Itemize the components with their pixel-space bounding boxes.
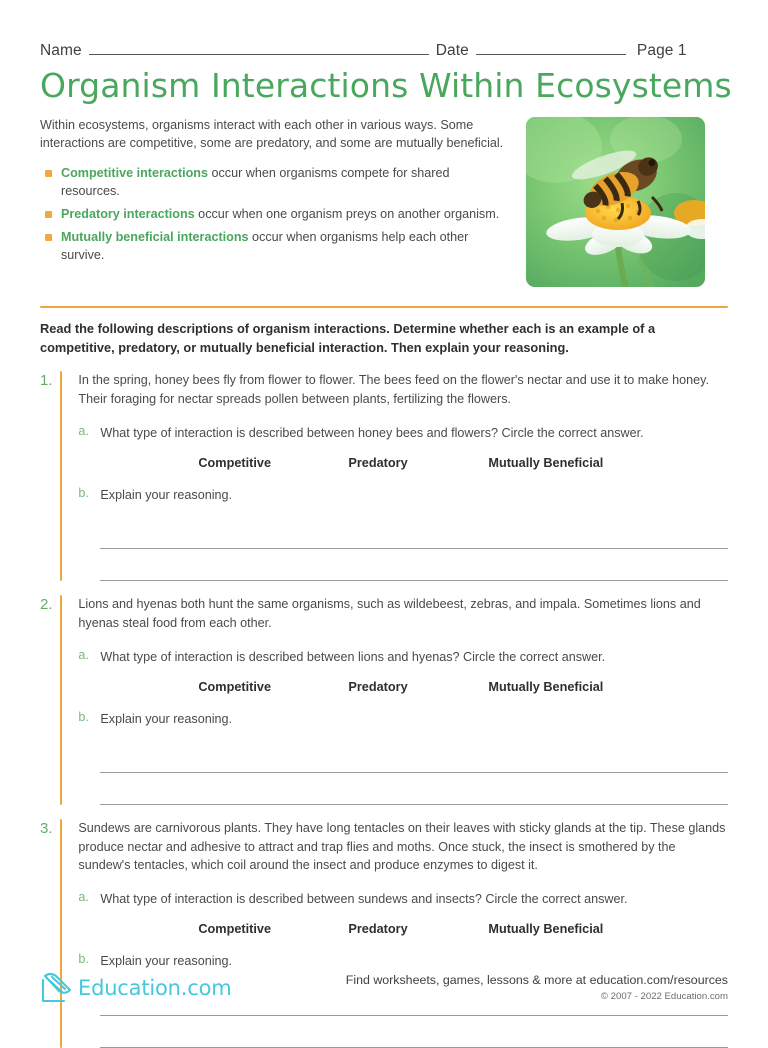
- sub-label-a: a.: [78, 890, 89, 905]
- sub-label-b: b.: [78, 952, 89, 967]
- name-label: Name: [40, 42, 82, 59]
- page-footer: [40, 970, 728, 1006]
- page-title: Organism Interactions Within Ecosystems: [40, 66, 732, 105]
- answer-options: [78, 680, 728, 694]
- answer-lines: [78, 517, 728, 581]
- explain-prompt: Explain your reasoning.: [100, 488, 233, 503]
- intro-paragraph: Within ecosystems, organisms interact with each other in various ways. Some interactions are competitive, some are predatory, and some are mutually beneficial.: [40, 117, 504, 150]
- term-competitive-desc: occur when organisms compete for shared resources.: [61, 166, 450, 199]
- answer-options: [78, 922, 728, 936]
- square-bullet-icon: [45, 234, 52, 241]
- term-competitive: Competitive interactions: [61, 166, 208, 181]
- answer-options: [78, 456, 728, 470]
- question-accent-bar: [60, 595, 62, 805]
- question-body: [78, 371, 728, 581]
- option-mutually-beneficial[interactable]: Mutually Beneficial: [488, 922, 604, 937]
- square-bullet-icon: [45, 170, 52, 177]
- sub-label-b: b.: [78, 486, 89, 501]
- open-book-icon: [40, 970, 74, 1006]
- definition-list: [40, 165, 510, 264]
- bee-photo-graphic: [526, 117, 705, 287]
- question-body: [78, 819, 728, 1047]
- explain-prompt: Explain your reasoning.: [100, 954, 233, 969]
- instructions-text: Read the following descriptions of organism interactions. Determine whether each is an example of a competitive, predatory, or mutually beneficial interaction. Then explain your reasoning.: [40, 321, 656, 355]
- term-predatory-desc: occur when one organism preys on another organism.: [194, 207, 500, 222]
- question-body: [78, 595, 728, 805]
- option-competitive[interactable]: Competitive: [198, 456, 272, 471]
- sub-label-a: a.: [78, 647, 89, 662]
- sub-prompt: What type of interaction is described between sundews and insects? Circle the correct answer.: [100, 892, 628, 907]
- logo-wordmark: Education.com: [78, 976, 232, 1000]
- term-mutual-desc: occur when organisms help each other survive.: [61, 230, 469, 262]
- page-number: Page 1: [636, 42, 687, 59]
- sub-question-b: [78, 710, 728, 728]
- name-date-row: [40, 0, 728, 60]
- answer-line[interactable]: [100, 741, 728, 773]
- explain-prompt: Explain your reasoning.: [100, 712, 233, 727]
- bee-on-flower-photo: [526, 117, 705, 287]
- answer-line[interactable]: [100, 517, 728, 549]
- option-competitive[interactable]: Competitive: [198, 922, 272, 937]
- sub-question-a: [78, 648, 728, 666]
- sub-label-a: a.: [78, 423, 89, 438]
- sub-prompt: What type of interaction is described between honey bees and flowers? Circle the correct answer.: [100, 425, 644, 440]
- section-divider: [40, 306, 728, 309]
- footer-tagline: Find worksheets, games, lessons & more at education.com/resources: [345, 973, 728, 987]
- list-item: [40, 165, 510, 201]
- list-item: [40, 229, 510, 265]
- option-predatory[interactable]: Predatory: [348, 680, 408, 695]
- option-predatory[interactable]: Predatory: [348, 456, 408, 471]
- name-input-line[interactable]: [89, 42, 429, 55]
- option-mutually-beneficial[interactable]: Mutually Beneficial: [488, 680, 604, 695]
- question-1: [40, 371, 728, 581]
- answer-lines: [78, 741, 728, 805]
- question-accent-bar: [60, 819, 62, 1047]
- footer-copyright: © 2007 - 2022 Education.com: [600, 991, 728, 1002]
- question-text: Lions and hyenas both hunt the same organisms, such as wildebeest, zebras, and impala. Sometimes lions and hyenas steal food from each other.: [78, 597, 701, 630]
- question-text: In the spring, honey bees fly from flower to flower. The bees feed on the flower's nectar and use it to make honey. Their foraging for nectar spreads pollen between plants, fertilizing the flowers.: [78, 373, 709, 406]
- answer-line[interactable]: [100, 773, 728, 805]
- sub-question-a: [78, 424, 728, 442]
- question-number: 3.: [40, 820, 53, 838]
- sub-question-b: [78, 952, 728, 970]
- date-label: Date: [435, 42, 469, 59]
- option-competitive[interactable]: Competitive: [198, 680, 272, 695]
- question-2: [40, 595, 728, 805]
- term-predatory: Predatory interactions: [61, 207, 195, 222]
- sub-question-b: [78, 486, 728, 504]
- date-input-line[interactable]: [476, 42, 626, 55]
- sub-label-b: b.: [78, 710, 89, 725]
- square-bullet-icon: [45, 211, 52, 218]
- question-accent-bar: [60, 371, 62, 581]
- question-number: 1.: [40, 372, 53, 390]
- question-3: [40, 819, 728, 1047]
- sub-question-a: [78, 890, 728, 908]
- footer-text-block: [346, 973, 728, 1006]
- term-mutual: Mutually beneficial interactions: [61, 230, 249, 244]
- intro-section: [40, 117, 728, 287]
- education-com-logo[interactable]: [40, 970, 231, 1006]
- option-predatory[interactable]: Predatory: [348, 922, 408, 937]
- option-mutually-beneficial[interactable]: Mutually Beneficial: [488, 456, 604, 471]
- list-item: [40, 206, 510, 224]
- question-text: Sundews are carnivorous plants. They have long tentacles on their leaves with sticky glands at the tip. These glands produce nectar and adhesive to attract and trap flies and moths. Once stuck, the insect is smothered by the sundew's tentacles, which coil around the insect and produce enzymes to digest it.: [78, 821, 726, 872]
- answer-line[interactable]: [100, 1016, 728, 1048]
- answer-line[interactable]: [100, 549, 728, 581]
- sub-prompt: What type of interaction is described between lions and hyenas? Circle the correct answer.: [100, 649, 606, 664]
- intro-text-block: [40, 117, 510, 287]
- question-number: 2.: [40, 596, 53, 614]
